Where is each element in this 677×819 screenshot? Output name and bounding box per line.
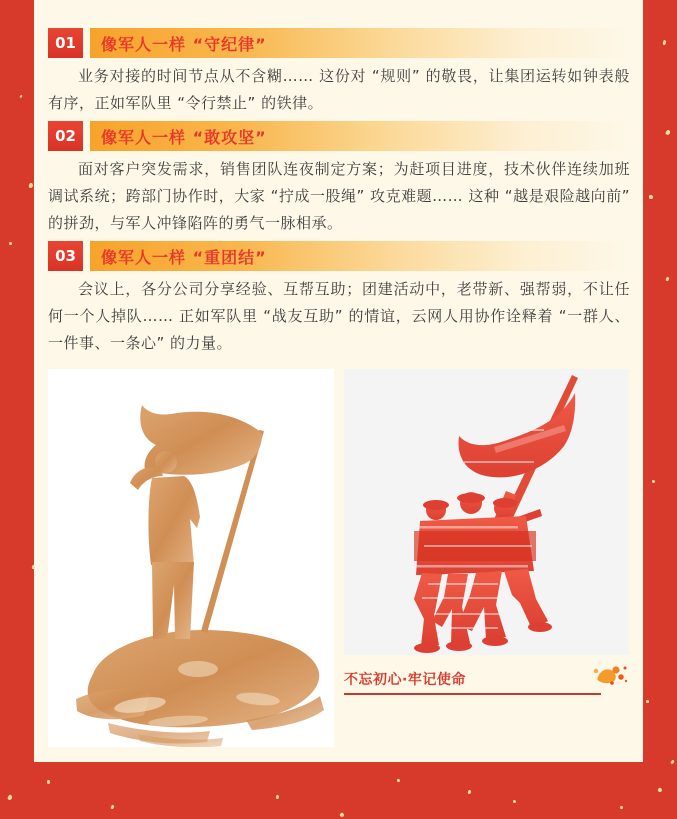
gold-speck — [619, 805, 623, 809]
gold-speck — [646, 700, 649, 703]
section-number-badge: 03 — [48, 241, 83, 271]
section-title: 像军人一样 “守纪律” — [101, 34, 267, 54]
right-column — [344, 369, 629, 747]
gold-speck — [110, 805, 114, 810]
gold-speck — [397, 779, 400, 782]
caption-row — [344, 669, 629, 697]
section-title: 像军人一样 “重团结” — [101, 247, 267, 267]
section-paragraph: 会议上，各分公司分享经验、互帮互助；团建活动中，老带新、强帮弱，不让任何一个人掉队…… 正如军队里 “战友互助” 的情谊，云网人用协作诠释着 “一群人、一件事、一条心” 的力量。 — [48, 280, 630, 352]
section-title-bar — [90, 28, 630, 58]
section-number-badge: 02 — [48, 121, 83, 151]
caption-underline — [344, 669, 601, 695]
gold-speck — [339, 812, 345, 818]
gold-speck — [662, 40, 666, 46]
gold-speck — [652, 480, 655, 483]
article-content — [34, 0, 643, 762]
section-title-bar — [90, 241, 630, 271]
section-paragraph: 业务对接的时间节点从不含糊…… 这份对 “规则” 的敬畏，让集团运转如钟表般有序，正如军队里 “令行禁止” 的铁律。 — [48, 67, 630, 112]
section-header-3 — [48, 241, 630, 271]
media-row — [48, 369, 630, 747]
gold-speck — [7, 794, 13, 800]
section-number-badge: 01 — [48, 28, 83, 58]
gold-speck — [467, 790, 471, 795]
section-header-2 — [48, 121, 630, 151]
section-header-1 — [48, 28, 630, 58]
gold-speck — [665, 277, 669, 282]
soldiers-flag-image — [344, 369, 629, 655]
gold-speck — [47, 780, 50, 784]
section-title: 像军人一样 “敢攻坚” — [101, 127, 267, 147]
saluting-soldier-illustration — [48, 369, 334, 747]
gold-speck — [276, 795, 280, 799]
caption-text: 不忘初心·牢记使命 — [344, 672, 466, 688]
gold-speck — [28, 182, 33, 188]
gold-speck — [19, 95, 22, 99]
paint-splash-icon — [592, 663, 628, 687]
gold-speck — [665, 129, 671, 135]
gold-speck — [9, 242, 12, 245]
saluting-soldier-image — [48, 369, 334, 747]
section-paragraph: 面对客户突发需求，销售团队连夜制定方案；为赶项目进度，技术伙伴连续加班调试系统；跨部门协作时，大家 “拧成一股绳” 攻克难题…… 这种 “越是艰险越向前” 的拼劲，与军人冲锋陷阵的勇气一脉相承。 — [48, 160, 630, 232]
gold-speck — [670, 760, 675, 765]
gold-speck — [649, 195, 653, 199]
section-title-bar — [90, 121, 630, 151]
soldiers-flag-illustration — [344, 369, 629, 655]
gold-speck — [657, 787, 662, 792]
gold-speck — [513, 800, 516, 803]
